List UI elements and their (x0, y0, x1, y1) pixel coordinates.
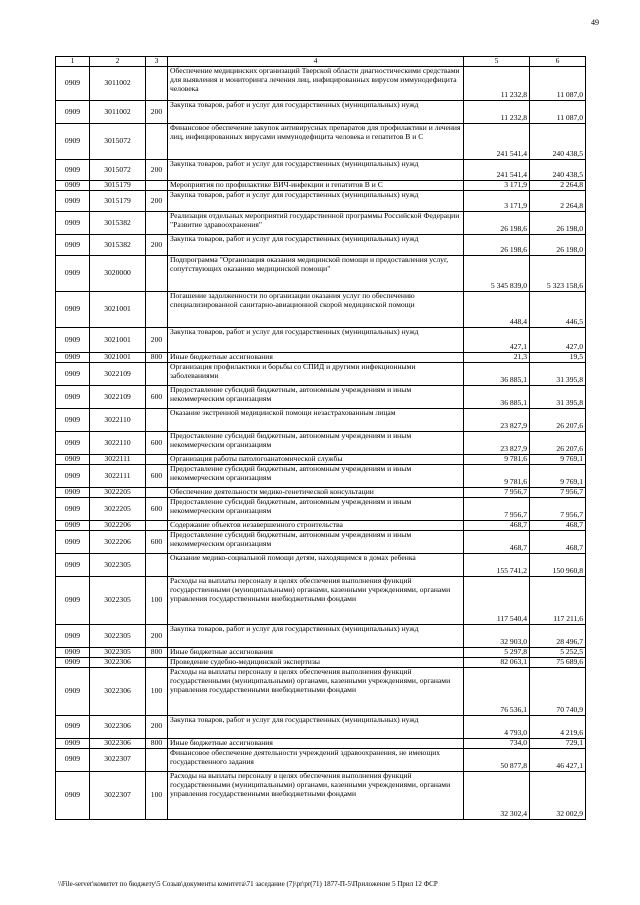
section-code-cell: 0909 (56, 648, 90, 658)
target-article-cell: 3022109 (90, 386, 146, 409)
amount-planned-cell: 734,0 (464, 738, 530, 748)
table-body (56, 67, 586, 820)
section-code-cell: 0909 (56, 577, 90, 625)
table-row (56, 738, 586, 748)
header-col-2: 2 (90, 57, 146, 67)
section-code-cell: 0909 (56, 191, 90, 212)
target-article-cell: 3015382 (90, 235, 146, 256)
amount-planned-cell: 5 345 839,0 (464, 256, 530, 292)
section-code-cell: 0909 (56, 498, 90, 521)
section-code-cell: 0909 (56, 521, 90, 531)
amount-executed-cell: 7 956,7 (530, 498, 586, 521)
target-article-cell: 3022306 (90, 657, 146, 667)
target-article-cell: 3015179 (90, 191, 146, 212)
target-article-cell: 3011002 (90, 101, 146, 124)
table-row (56, 455, 586, 465)
target-article-cell: 3022111 (90, 455, 146, 465)
description-cell: Мероприятия по профилактике ВИЧ-инфекции и гепатитов В и С (168, 181, 464, 191)
amount-planned-cell: 155 741,2 (464, 554, 530, 577)
description-cell: Закупка товаров, работ и услуг для государственных (муниципальных) нужд (168, 715, 464, 738)
section-code-cell: 0909 (56, 181, 90, 191)
amount-executed-cell: 11 087,0 (530, 67, 586, 101)
description-cell: Оказание медико-социальной помощи детям, находящимся в домах ребенка (168, 554, 464, 577)
description-cell: Расходы на выплаты персоналу в целях обеспечения выполнения функций государственными (муниципальными) органами, казенными учреждениями, органами управления государственными внебюджетными фондами (168, 667, 464, 715)
table-row (56, 488, 586, 498)
description-cell: Обеспечение медицинских организаций Тверской области диагностическими средствами для выявления и мониторинга лечения лиц, инфицированных вирусом иммунодефицита человека (168, 67, 464, 101)
expense-type-cell: 100 (146, 667, 168, 715)
amount-executed-cell: 150 960,8 (530, 554, 586, 577)
table-row (56, 498, 586, 521)
header-col-5: 5 (464, 57, 530, 67)
description-cell: Предоставление субсидий бюджетным, автономным учреждениям и иным некоммерческим организациям (168, 386, 464, 409)
target-article-cell: 3022306 (90, 715, 146, 738)
description-cell: Содержание объектов незавершенного строительства (168, 521, 464, 531)
target-article-cell: 3015179 (90, 181, 146, 191)
expense-type-cell: 600 (146, 531, 168, 554)
amount-planned-cell: 26 198,6 (464, 212, 530, 235)
amount-planned-cell: 4 793,0 (464, 715, 530, 738)
amount-executed-cell: 4 219,6 (530, 715, 586, 738)
section-code-cell: 0909 (56, 488, 90, 498)
table-row (56, 191, 586, 212)
expense-type-cell: 600 (146, 432, 168, 455)
table-row (56, 292, 586, 328)
expense-type-cell (146, 521, 168, 531)
expense-type-cell (146, 67, 168, 101)
table-row (56, 124, 586, 160)
amount-executed-cell: 11 087,0 (530, 101, 586, 124)
description-cell: Иные бюджетные ассигнования (168, 738, 464, 748)
expense-type-cell: 800 (146, 353, 168, 363)
section-code-cell: 0909 (56, 657, 90, 667)
amount-planned-cell: 448,4 (464, 292, 530, 328)
expense-type-cell (146, 748, 168, 771)
description-cell: Предоставление субсидий бюджетным, автономным учреждениям и иным некоммерческим организациям (168, 531, 464, 554)
amount-executed-cell: 5 252,5 (530, 648, 586, 658)
table-row (56, 625, 586, 648)
description-cell: Закупка товаров, работ и услуг для государственных (муниципальных) нужд (168, 160, 464, 181)
amount-executed-cell: 31 395,8 (530, 386, 586, 409)
target-article-cell: 3015382 (90, 212, 146, 235)
target-article-cell: 3022305 (90, 577, 146, 625)
amount-planned-cell: 117 540,4 (464, 577, 530, 625)
table-row (56, 648, 586, 658)
target-article-cell: 3011002 (90, 67, 146, 101)
table-row (56, 771, 586, 819)
target-article-cell: 3021001 (90, 328, 146, 353)
amount-planned-cell: 3 171,9 (464, 191, 530, 212)
table-row (56, 554, 586, 577)
section-code-cell: 0909 (56, 715, 90, 738)
expense-type-cell (146, 554, 168, 577)
expense-type-cell: 200 (146, 715, 168, 738)
description-cell: Обеспечение деятельности медико-генетической консультации (168, 488, 464, 498)
amount-planned-cell: 23 827,9 (464, 409, 530, 432)
description-cell: Расходы на выплаты персоналу в целях обеспечения выполнения функций государственными (муниципальными) органами, казенными учреждениями, органами управления государственными внебюджетными фондами (168, 771, 464, 819)
amount-planned-cell: 36 885,1 (464, 363, 530, 386)
section-code-cell: 0909 (56, 212, 90, 235)
description-cell: Закупка товаров, работ и услуг для государственных (муниципальных) нужд (168, 328, 464, 353)
expense-type-cell: 200 (146, 160, 168, 181)
amount-executed-cell: 468,7 (530, 531, 586, 554)
section-code-cell: 0909 (56, 256, 90, 292)
amount-executed-cell: 70 740,9 (530, 667, 586, 715)
target-article-cell: 3021001 (90, 292, 146, 328)
amount-planned-cell: 11 232,8 (464, 67, 530, 101)
table-row (56, 353, 586, 363)
table-row (56, 363, 586, 386)
amount-executed-cell: 2 264,8 (530, 191, 586, 212)
page-number: 49 (591, 18, 599, 27)
expense-type-cell: 100 (146, 577, 168, 625)
expense-type-cell (146, 657, 168, 667)
target-article-cell: 3020000 (90, 256, 146, 292)
amount-planned-cell: 26 198,6 (464, 235, 530, 256)
target-article-cell: 3022110 (90, 432, 146, 455)
amount-planned-cell: 468,7 (464, 531, 530, 554)
description-cell: Оказание экстренной медицинской помощи незастрахованным лицам (168, 409, 464, 432)
target-article-cell: 3022305 (90, 648, 146, 658)
section-code-cell: 0909 (56, 363, 90, 386)
table-row (56, 521, 586, 531)
description-cell: Организация работы патологоанатомической службы (168, 455, 464, 465)
target-article-cell: 3022205 (90, 498, 146, 521)
expense-type-cell (146, 181, 168, 191)
section-code-cell: 0909 (56, 455, 90, 465)
table-row (56, 465, 586, 488)
table-row (56, 235, 586, 256)
expense-type-cell (146, 292, 168, 328)
section-code-cell: 0909 (56, 667, 90, 715)
amount-executed-cell: 240 438,5 (530, 160, 586, 181)
target-article-cell: 3022305 (90, 554, 146, 577)
target-article-cell: 3022109 (90, 363, 146, 386)
amount-executed-cell: 117 211,6 (530, 577, 586, 625)
section-code-cell: 0909 (56, 160, 90, 181)
amount-planned-cell: 241 541,4 (464, 124, 530, 160)
amount-executed-cell: 427,0 (530, 328, 586, 353)
expense-type-cell: 200 (146, 625, 168, 648)
amount-executed-cell: 729,1 (530, 738, 586, 748)
budget-table (55, 56, 586, 820)
section-code-cell: 0909 (56, 625, 90, 648)
amount-executed-cell: 31 395,8 (530, 363, 586, 386)
description-cell: Предоставление субсидий бюджетным, автономным учреждениям и иным некоммерческим организациям (168, 498, 464, 521)
target-article-cell: 3022307 (90, 748, 146, 771)
target-article-cell: 3022206 (90, 531, 146, 554)
table-row (56, 328, 586, 353)
section-code-cell: 0909 (56, 748, 90, 771)
description-cell: Реализация отдельных мероприятий государственной программы Российской Федерации "Развитие здравоохранения" (168, 212, 464, 235)
description-cell: Организация профилактики и борьбы со СПИД и другими инфекционными заболеваниями (168, 363, 464, 386)
description-cell: Иные бюджетные ассигнования (168, 353, 464, 363)
header-col-4: 4 (168, 57, 464, 67)
amount-planned-cell: 21,3 (464, 353, 530, 363)
section-code-cell: 0909 (56, 101, 90, 124)
amount-planned-cell: 7 956,7 (464, 488, 530, 498)
table-row (56, 748, 586, 771)
table-row (56, 212, 586, 235)
amount-executed-cell: 446,5 (530, 292, 586, 328)
description-cell: Иные бюджетные ассигнования (168, 648, 464, 658)
description-cell: Проведение судебно-медицинской экспертизы (168, 657, 464, 667)
amount-executed-cell: 7 956,7 (530, 488, 586, 498)
amount-executed-cell: 26 207,6 (530, 409, 586, 432)
description-cell: Погашение задолженности по организации оказания услуг по обеспечению специализированной санитарно-авиационной скорой медицинской помощи (168, 292, 464, 328)
section-code-cell: 0909 (56, 771, 90, 819)
section-code-cell: 0909 (56, 531, 90, 554)
table-row (56, 667, 586, 715)
section-code-cell: 0909 (56, 292, 90, 328)
amount-planned-cell: 241 541,4 (464, 160, 530, 181)
description-cell: Закупка товаров, работ и услуг для государственных (муниципальных) нужд (168, 625, 464, 648)
section-code-cell: 0909 (56, 409, 90, 432)
amount-planned-cell: 32 302,4 (464, 771, 530, 819)
description-cell: Финансовое обеспечение деятельности учреждений здравоохранения, не имеющих государственного задания (168, 748, 464, 771)
table-row (56, 67, 586, 101)
amount-planned-cell: 5 297,8 (464, 648, 530, 658)
amount-planned-cell: 468,7 (464, 521, 530, 531)
expense-type-cell (146, 212, 168, 235)
description-cell: Предоставление субсидий бюджетным, автономным учреждениям и иным некоммерческим организациям (168, 465, 464, 488)
target-article-cell: 3022205 (90, 488, 146, 498)
description-cell: Закупка товаров, работ и услуг для государственных (муниципальных) нужд (168, 191, 464, 212)
expense-type-cell (146, 488, 168, 498)
target-article-cell: 3022307 (90, 771, 146, 819)
section-code-cell: 0909 (56, 738, 90, 748)
amount-planned-cell: 76 536,1 (464, 667, 530, 715)
expense-type-cell: 200 (146, 101, 168, 124)
amount-executed-cell: 240 438,5 (530, 124, 586, 160)
table-row (56, 432, 586, 455)
target-article-cell: 3015072 (90, 124, 146, 160)
expense-type-cell (146, 256, 168, 292)
header-col-6: 6 (530, 57, 586, 67)
section-code-cell: 0909 (56, 432, 90, 455)
amount-planned-cell: 3 171,9 (464, 181, 530, 191)
target-article-cell: 3022306 (90, 667, 146, 715)
expense-type-cell (146, 409, 168, 432)
description-cell: Предоставление субсидий бюджетным, автономным учреждениям и иным некоммерческим организациям (168, 432, 464, 455)
table-row (56, 256, 586, 292)
amount-planned-cell: 82 063,1 (464, 657, 530, 667)
table-row (56, 577, 586, 625)
description-cell: Финансовое обеспечение закупок антивирусных препаратов для профилактики и лечения лиц, инфицированных вирусами иммунодефицита человека и гепатитов В и С (168, 124, 464, 160)
amount-executed-cell: 19,5 (530, 353, 586, 363)
table-row (56, 409, 586, 432)
amount-executed-cell: 46 427,1 (530, 748, 586, 771)
section-code-cell: 0909 (56, 465, 90, 488)
section-code-cell: 0909 (56, 67, 90, 101)
table-row (56, 181, 586, 191)
section-code-cell: 0909 (56, 353, 90, 363)
target-article-cell: 3022111 (90, 465, 146, 488)
amount-executed-cell: 32 002,9 (530, 771, 586, 819)
expense-type-cell: 100 (146, 771, 168, 819)
amount-executed-cell: 26 198,0 (530, 235, 586, 256)
amount-planned-cell: 36 885,1 (464, 386, 530, 409)
amount-planned-cell: 427,1 (464, 328, 530, 353)
target-article-cell: 3022206 (90, 521, 146, 531)
expense-type-cell: 600 (146, 498, 168, 521)
description-cell: Закупка товаров, работ и услуг для государственных (муниципальных) нужд (168, 235, 464, 256)
table-row (56, 715, 586, 738)
section-code-cell: 0909 (56, 386, 90, 409)
section-code-cell: 0909 (56, 124, 90, 160)
table-row (56, 531, 586, 554)
expense-type-cell (146, 455, 168, 465)
amount-executed-cell: 9 769,1 (530, 465, 586, 488)
header-row (56, 57, 586, 67)
expense-type-cell: 600 (146, 386, 168, 409)
amount-executed-cell: 5 323 158,6 (530, 256, 586, 292)
expense-type-cell: 600 (146, 465, 168, 488)
amount-planned-cell: 23 827,9 (464, 432, 530, 455)
amount-executed-cell: 75 689,6 (530, 657, 586, 667)
amount-executed-cell: 9 769,1 (530, 455, 586, 465)
amount-planned-cell: 7 956,7 (464, 498, 530, 521)
section-code-cell: 0909 (56, 554, 90, 577)
amount-planned-cell: 11 232,8 (464, 101, 530, 124)
expense-type-cell: 200 (146, 328, 168, 353)
expense-type-cell: 800 (146, 648, 168, 658)
target-article-cell: 3021001 (90, 353, 146, 363)
file-path-footer: \\File-server\комитет по бюджету\5 Созыв\документы комитета\71 заседание (7)\pr\pr(71) 1877-П-5\Приложение 5 Прил 12 ФСР (58, 880, 438, 888)
amount-planned-cell: 32 903,0 (464, 625, 530, 648)
table-row (56, 386, 586, 409)
expense-type-cell: 200 (146, 235, 168, 256)
description-cell: Закупка товаров, работ и услуг для государственных (муниципальных) нужд (168, 101, 464, 124)
target-article-cell: 3022305 (90, 625, 146, 648)
target-article-cell: 3022306 (90, 738, 146, 748)
description-cell: Расходы на выплаты персоналу в целях обеспечения выполнения функций государственными (муниципальными) органами, казенными учреждениями, органами управления государственными внебюджетными фондами (168, 577, 464, 625)
amount-planned-cell: 9 781,6 (464, 455, 530, 465)
expense-type-cell: 800 (146, 738, 168, 748)
amount-planned-cell: 9 781,6 (464, 465, 530, 488)
section-code-cell: 0909 (56, 328, 90, 353)
expense-type-cell: 200 (146, 191, 168, 212)
amount-executed-cell: 2 264,8 (530, 181, 586, 191)
target-article-cell: 3015072 (90, 160, 146, 181)
target-article-cell: 3022110 (90, 409, 146, 432)
header-col-1: 1 (56, 57, 90, 67)
expense-type-cell (146, 124, 168, 160)
table-row (56, 160, 586, 181)
amount-executed-cell: 28 496,7 (530, 625, 586, 648)
amount-executed-cell: 468,7 (530, 521, 586, 531)
amount-executed-cell: 26 198,0 (530, 212, 586, 235)
table-row (56, 657, 586, 667)
amount-executed-cell: 26 207,6 (530, 432, 586, 455)
table-row (56, 101, 586, 124)
header-col-3: 3 (146, 57, 168, 67)
section-code-cell: 0909 (56, 235, 90, 256)
amount-planned-cell: 50 877,8 (464, 748, 530, 771)
description-cell: Подпрограмма "Организация оказания медицинской помощи и предоставления услуг, сопутствующих оказанию медицинской помощи" (168, 256, 464, 292)
expense-type-cell (146, 363, 168, 386)
